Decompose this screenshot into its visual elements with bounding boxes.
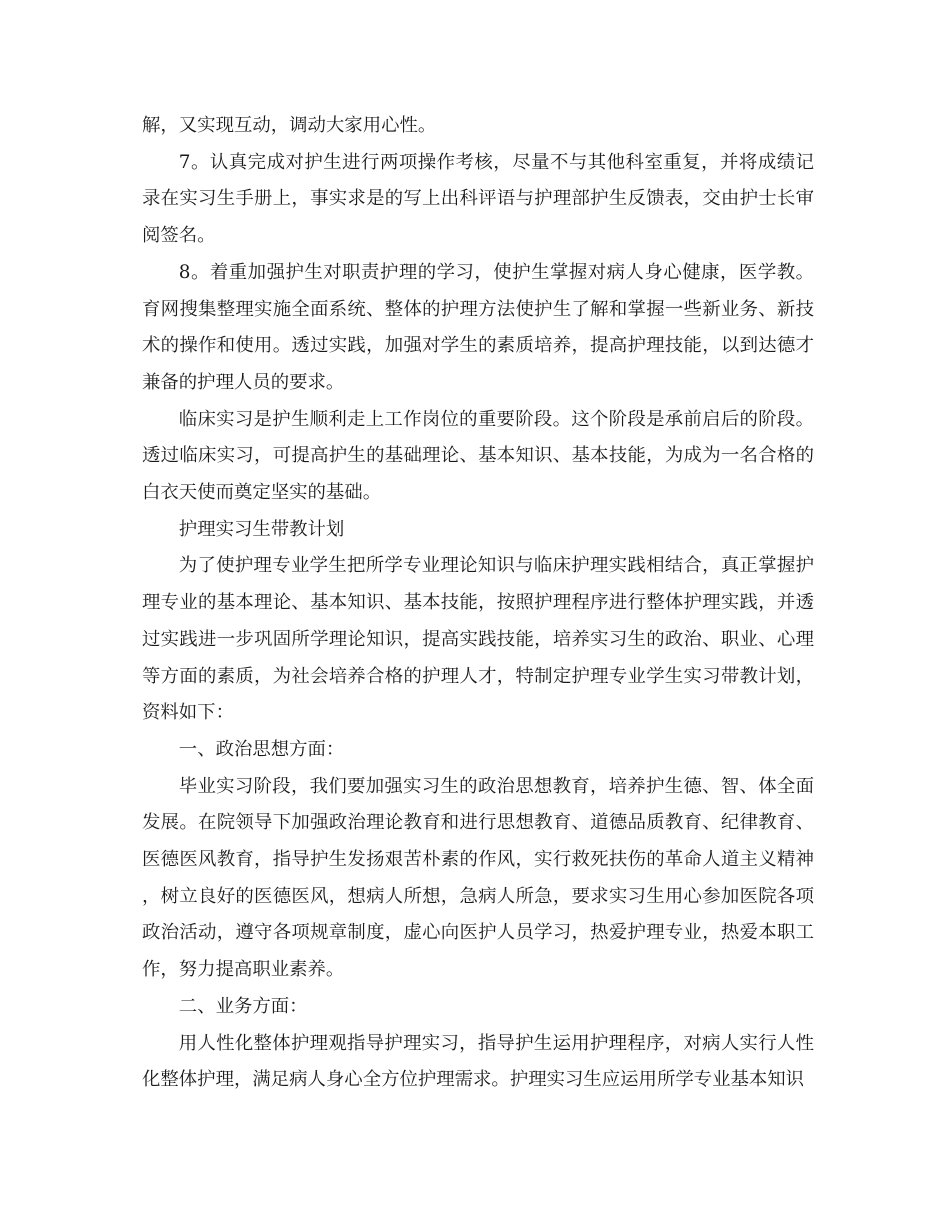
paragraph-political: 毕业实习阶段，我们要加强实习生的政治思想教育，培养护生德、智、体全面发展。在院领导下加强政治理论教育和进行思想教育、道德品质教育、纪律教育、医德医风教育，指导护生发扬艰苦朴素的作风，实行救死扶伤的革命人道主义精神，树立良好的医德医风，想病人所想，急病人所急，要求实习生用心参加医院各项政治活动，遵守各项规章制度，虚心向医护人员学习，热爱护理专业，热爱本职工作，努力提高职业素养。 bbox=[142, 775, 814, 981]
section-title-plan: 护理实习生带教计划 bbox=[178, 518, 345, 540]
paragraph-clinical-internship: 临床实习是护生顺利走上工作岗位的重要阶段。这个阶段是承前启后的阶段。透过临床实习，可提高护生的基础理论、基本知识、基本技能，为成为一名合格的白衣天使而奠定坚实的基础。 bbox=[142, 408, 814, 504]
paragraph-plan-intro: 为了使护理专业学生把所学专业理论知识与临床护理实践相结合，真正掌握护理专业的基本理论、基本知识、基本技能，按照护理程序进行整体护理实践，并透过实践进一步巩固所学理论知识，提高实践技能，培养实习生的政治、职业、心理等方面的素质，为社会培养合格的护理人才，特制定护理专业学生实习带教计划，资料如下： bbox=[142, 555, 814, 724]
paragraph-item-8: 8。着重加强护生对职责护理的学习，使护生掌握对病人身心健康，医学教。育网搜集整理实施全面系统、整体的护理方法使护生了解和掌握一些新业务、新技术的操作和使用。透过实践，加强对学生的素质培养，提高护理技能，以到达德才兼备的护理人员的要求。 bbox=[142, 261, 814, 393]
paragraph-continued: 解，又实现互动，调动大家用心性。 bbox=[142, 115, 437, 136]
section-heading-political: 一、政治思想方面： bbox=[178, 738, 345, 760]
paragraph-item-7: 7。认真完成对护生进行两项操作考核，尽量不与其他科室重复，并将成绩记录在实习生手册上，事实求是的写上出科评语与护理部护生反馈表，交由护士长审阅签名。 bbox=[142, 151, 814, 247]
section-heading-business: 二、业务方面： bbox=[178, 995, 308, 1017]
document-body bbox=[142, 108, 814, 1099]
paragraph-business: 用人性化整体护理观指导护理实习，指导护生运用护理程序，对病人实行人性化整体护理，满足病人身心全方位护理需求。护理实习生应运用所学专业基本知识 bbox=[142, 1032, 814, 1091]
